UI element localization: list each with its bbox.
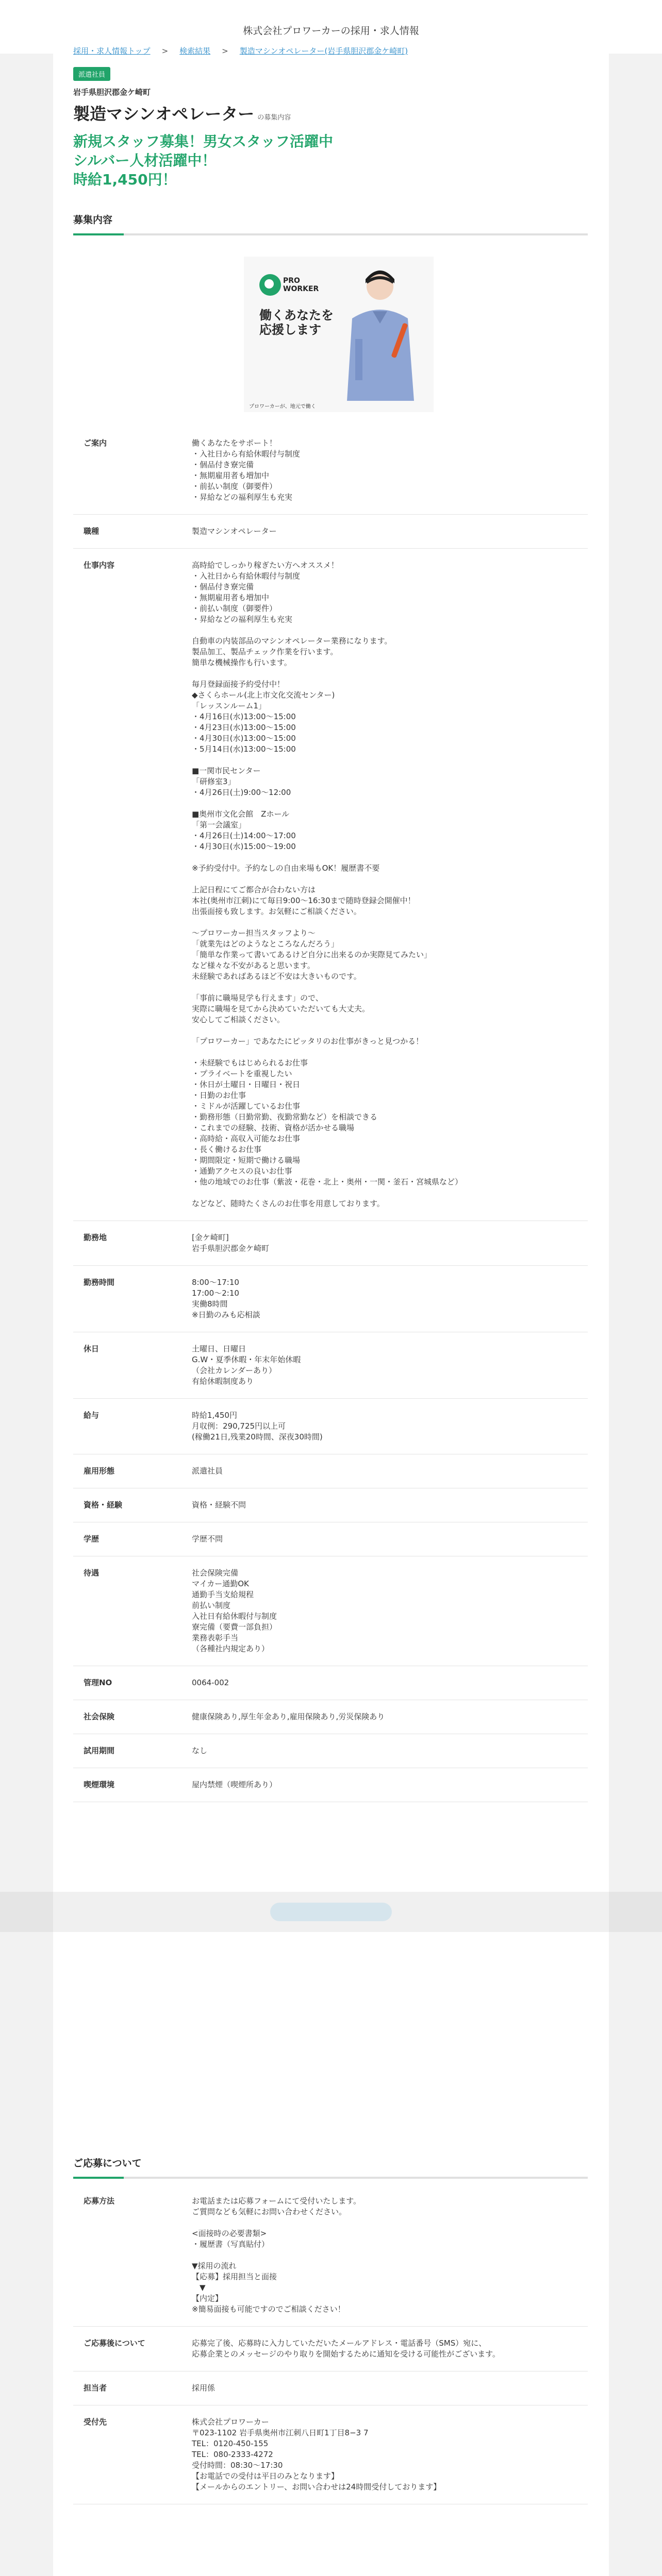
info-row [73, 1221, 588, 1266]
catch-copy [73, 132, 333, 189]
info-value: 屋内禁煙（喫煙所あり） [192, 1768, 588, 1802]
catch-line: 新規スタッフ募集！男女スタッフ活躍中 [73, 133, 334, 150]
breadcrumb-link-top[interactable]: 採用・求人情報トップ [73, 46, 151, 56]
info-label: 勤務地 [73, 1221, 192, 1266]
hero-image [244, 257, 434, 412]
catch-line: 時給1,450円！ [73, 171, 177, 188]
page-title [73, 101, 291, 125]
info-value: なし [192, 1734, 588, 1768]
info-value: 製造マシンオペレーター [192, 515, 588, 549]
info-row [73, 1488, 588, 1522]
breadcrumb-sep: > [222, 46, 228, 56]
section-heading-details: 募集内容 [73, 212, 588, 235]
info-row [73, 1768, 588, 1802]
info-row [73, 549, 588, 1221]
info-value: 土曜日、日曜日 G.W・夏季休暇・年末年始休暇 （会社カレンダーあり） 有給休暇制度あり [192, 1332, 588, 1399]
info-value: 株式会社プロワーカー 〒023-1102 岩手県奥州市江刺八日町1丁目8−3 7 TEL：0120-450-155 TEL：080-2333-4272 受付時間：08:30〜17:30 【お電話での受付は平日のみとなります】 【メールからのエントリー、お問い合わせは24時間受付しております】 [192, 2405, 588, 2504]
info-row [73, 1522, 588, 1556]
info-label: ご案内 [73, 427, 192, 515]
section-heading-apply: ご応募について [73, 2156, 588, 2179]
info-label: 学歴 [73, 1522, 192, 1556]
info-row [73, 1700, 588, 1734]
info-row [73, 1454, 588, 1488]
info-label: 仕事内容 [73, 549, 192, 1221]
info-row [73, 1734, 588, 1768]
info-label: 休日 [73, 1332, 192, 1399]
info-label: 応募方法 [73, 2184, 192, 2327]
info-label: 職種 [73, 515, 192, 549]
hero-caption: プロワーカーが、地元で働く [249, 404, 316, 410]
info-value: 高時給でしっかり稼ぎたい方へオススメ！ ・入社日から有給休暇付与制度 ・個品付き寮完備 ・無期雇用者も増加中 ・前払い制度（御要件） ・昇給などの福利厚生も充実 自動車の内装部品のマシンオペレーター業務になります。 製品加工、製品チェック作業を行います。 簡単な機械操作も行います。 毎月登録面接予約受付中！ ◆さくらホール(北上市文化交流センター) 「レッスンルーム1」 ・4月16日(水)13:00〜15:00 ・4月23日(水)13:00〜15:00 ・4月30日(水)13:00〜15:00 ・5月14日(水)13:00〜15:00 ■一関市民センター 「研修室3」 ・4月26日(土)9:00〜12:00 ■奥州市文化会館 Zホール 「第一会議室」 ・4月26日(土)14:00〜17:00 ・4月30日(水)15:00〜19:00 ※予約受付中。予約なしの自由来場もOK！履歴書不要 上記日程にてご都合が合わない方は 本社(奥州市江刺)にて毎日9:00〜16:30まで随時登録会開催中！ 出張面接も致します。お気軽にご相談ください。 〜プロワーカー担当スタッフより〜 「就業先はどのようなところなんだろう」 「簡単な作業って書いてあるけど自分に出来るのか実際見てみたい」 など様々な不安があると思います。 未経験であればあるほど不安は大きいものです。 「事前に職場見学も行えます」ので、 実際に職場を見てから決めていただいても大丈夫。 安心してご相談ください。 「プロワーカー」であなたにピッタリのお仕事がきっと見つかる！ ・未経験でもはじめられるお仕事 ・プライベートを重視したい ・休日が土曜日・日曜日・祝日 ・日勤のお仕事 ・ミドルが活躍しているお仕事 ・勤務形態（日勤常勤、夜勤常勤など）を相談できる ・これまでの経験、技術、資格が活かせる職場 ・高時給・高収入可能なお仕事 ・長く働けるお仕事 ・期間限定・短期で働ける職場 ・通勤アクセスの良いお仕事 ・他の地域でのお仕事（紫波・花巻・北上・奥州・一関・釜石・宮城県など） などなど、随時たくさんのお仕事を用意しております。 [192, 549, 588, 1221]
hero-logo-text [283, 277, 319, 293]
info-value: 8:00〜17:10 17:00〜2:10 実働8時間 ※日勤のみも応相談 [192, 1266, 588, 1332]
info-value: 0064-002 [192, 1666, 588, 1700]
info-value: 働くあなたをサポート！ ・入社日から有給休暇付与制度 ・個品付き寮完備 ・無期雇用者も増加中 ・前払い制度（御要件） ・昇給などの福利厚生も充実 [192, 427, 588, 515]
info-label: 資格・経験 [73, 1488, 192, 1522]
breadcrumb-link-current[interactable]: 製造マシンオペレーター(岩手県胆沢郡金ケ崎町) [239, 46, 408, 56]
info-value: 時給1,450円 月収例：290,725円以上可 (稼働21日,残業20時間、深夜30時間) [192, 1399, 588, 1454]
info-row [73, 2184, 588, 2327]
details-table [73, 427, 588, 1802]
job-location: 岩手県胆沢郡金ケ崎町 [73, 88, 151, 97]
info-value: 社会保険完備 マイカー通勤OK 通勤手当支給規程 前払い制度 入社日有給休暇付与制度 寮完備（要費一部負担） 業務表彰手当 （各種社内規定あり） [192, 1556, 588, 1666]
info-row [73, 1266, 588, 1332]
info-row [73, 2371, 588, 2405]
info-row [73, 1666, 588, 1700]
info-label: 給与 [73, 1399, 192, 1454]
hero-logo-line1: PRO [283, 277, 300, 285]
apply-table [73, 2184, 588, 2504]
info-label: 勤務時間 [73, 1266, 192, 1332]
info-value: 資格・経験不問 [192, 1488, 588, 1522]
info-label: 喫煙環境 [73, 1768, 192, 1802]
employment-type-badge: 派遣社員 [73, 67, 110, 81]
hero-catch: 働くあなたを 応援します [259, 308, 334, 337]
logo-mark-icon [259, 274, 281, 296]
info-value: 健康保険あり,厚生年金あり,雇用保険あり,労災保険あり [192, 1700, 588, 1734]
info-value: 派遣社員 [192, 1454, 588, 1488]
info-label: ご応募後について [73, 2327, 192, 2371]
info-row [73, 515, 588, 549]
info-row [73, 1332, 588, 1399]
hero-logo-line2: WORKER [283, 285, 319, 293]
info-row [73, 1399, 588, 1454]
breadcrumb-link-search[interactable]: 検索結果 [179, 46, 211, 56]
floating-apply-button[interactable] [270, 1903, 392, 1921]
info-row [73, 427, 588, 515]
info-value: 採用係 [192, 2371, 588, 2405]
info-label: 管理NO [73, 1666, 192, 1700]
info-value: お電話または応募フォームにて受付いたします。 ご質問なども気軽にお問い合わせください。 <面接時の必要書類> ・履歴書（写真貼付） ▼採用の流れ 【応募】採用担当と面接 ▼ 【内定】 ※簡易面接も可能ですのでご相談ください！ [192, 2184, 588, 2327]
info-value: 学歴不問 [192, 1522, 588, 1556]
hero-logo [259, 274, 319, 296]
info-label: 受付先 [73, 2405, 192, 2504]
info-label: 社会保険 [73, 1700, 192, 1734]
info-value: [金ケ崎町] 岩手県胆沢郡金ケ崎町 [192, 1221, 588, 1266]
job-title-text: 製造マシンオペレーター [73, 104, 255, 124]
info-label: 雇用形態 [73, 1454, 192, 1488]
info-row [73, 1556, 588, 1666]
info-value: 応募完了後、応募時に入力していただいたメールアドレス・電話番号（SMS）宛に、 応募企業とのメッセージのやり取りを開始するために通知を受ける可能性がございます。 [192, 2327, 588, 2371]
info-label: 試用期間 [73, 1734, 192, 1768]
info-row [73, 2405, 588, 2504]
site-company-name: 株式会社プロワーカーの採用・求人情報 [243, 25, 419, 37]
job-title-suffix: の募集内容 [257, 114, 291, 122]
catch-line: シルバー人材活躍中！ [73, 152, 217, 169]
info-label: 担当者 [73, 2371, 192, 2405]
info-row [73, 2327, 588, 2371]
breadcrumb [73, 45, 408, 56]
worker-photo-icon [337, 262, 423, 401]
info-label: 待遇 [73, 1556, 192, 1666]
breadcrumb-sep: > [161, 46, 169, 56]
